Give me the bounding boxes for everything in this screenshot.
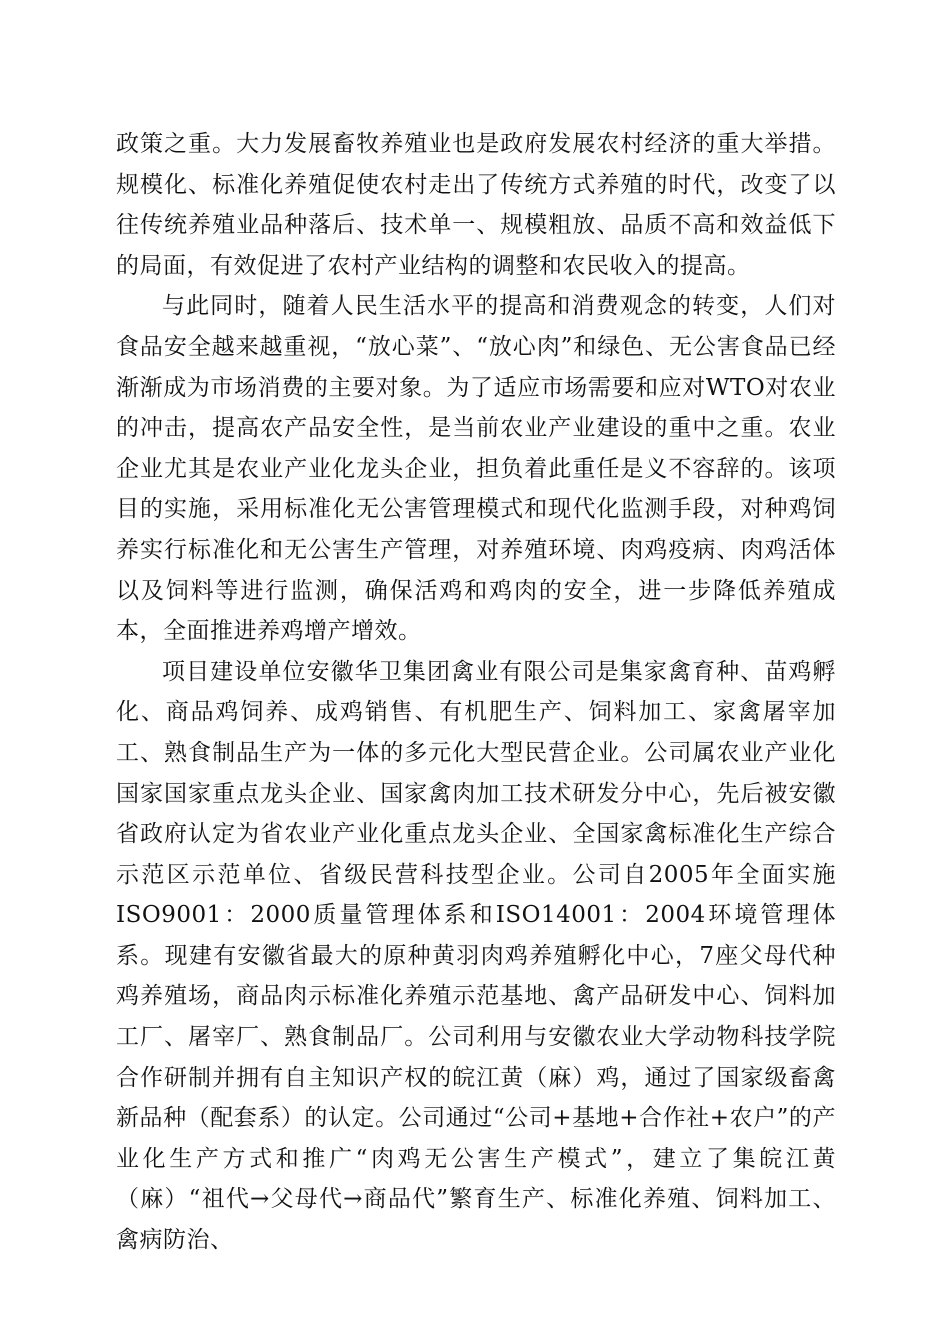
paragraph-1: 政策之重。大力发展畜牧养殖业也是政府发展农村经济的重大举措。规模化、标准化养殖促使农村走出了传统方式养殖的时代，改变了以往传统养殖业品种落后、技术单一、规模粗放、品质不高和效益低下的局面，有效促进了农村产业结构的调整和农民收入的提高。 xyxy=(116,131,836,279)
body-text xyxy=(116,124,836,1261)
paragraph-2: 与此同时，随着人民生活水平的提高和消费观念的转变，人们对食品安全越来越重视，“放心菜”、“放心肉”和绿色、无公害食品已经渐渐成为市场消费的主要对象。为了适应市场需要和应对WTO对农业的冲击，提高农产品安全性，是当前农业产业建设的重中之重。农业企业尤其是农业产业化龙头企业，担负着此重任是义不容辞的。该项目的实施，采用标准化无公害管理模式和现代化监测手段，对种鸡饲养实行标准化和无公害生产管理，对养殖环境、肉鸡疫病、肉鸡活体以及饲料等进行监测，确保活鸡和鸡肉的安全，进一步降低养殖成本，全面推进养鸡增产增效。 xyxy=(116,293,836,645)
paragraph-3: 项目建设单位安徽华卫集团禽业有限公司是集家禽育种、苗鸡孵化、商品鸡饲养、成鸡销售、有机肥生产、饲料加工、家禽屠宰加工、熟食制品生产为一体的多元化大型民营企业。公司属农业产业化国家国家重点龙头企业、国家禽肉加工技术研发分中心，先后被安徽省政府认定为省农业产业化重点龙头企业、全国家禽标准化生产综合示范区示范单位、省级民营科技型企业。公司自2005年全面实施ISO9001：2000质量管理体系和ISO14001：2004环境管理体系。现建有安徽省最大的原种黄羽肉鸡养殖孵化中心，7座父母代种鸡养殖场，商品肉示标准化养殖示范基地、禽产品研发中心、饲料加工厂、屠宰厂、熟食制品厂。公司利用与安徽农业大学动物科技学院合作研制并拥有自主知识产权的皖江黄（麻）鸡，通过了国家级畜禽新品种（配套系）的认定。公司通过“公司+基地+合作社+农户”的产业化生产方式和推广“肉鸡无公害生产模式”，建立了集皖江黄（麻）“祖代→父母代→商品代”繁育生产、标准化养殖、饲料加工、禽病防治、 xyxy=(116,658,836,1254)
